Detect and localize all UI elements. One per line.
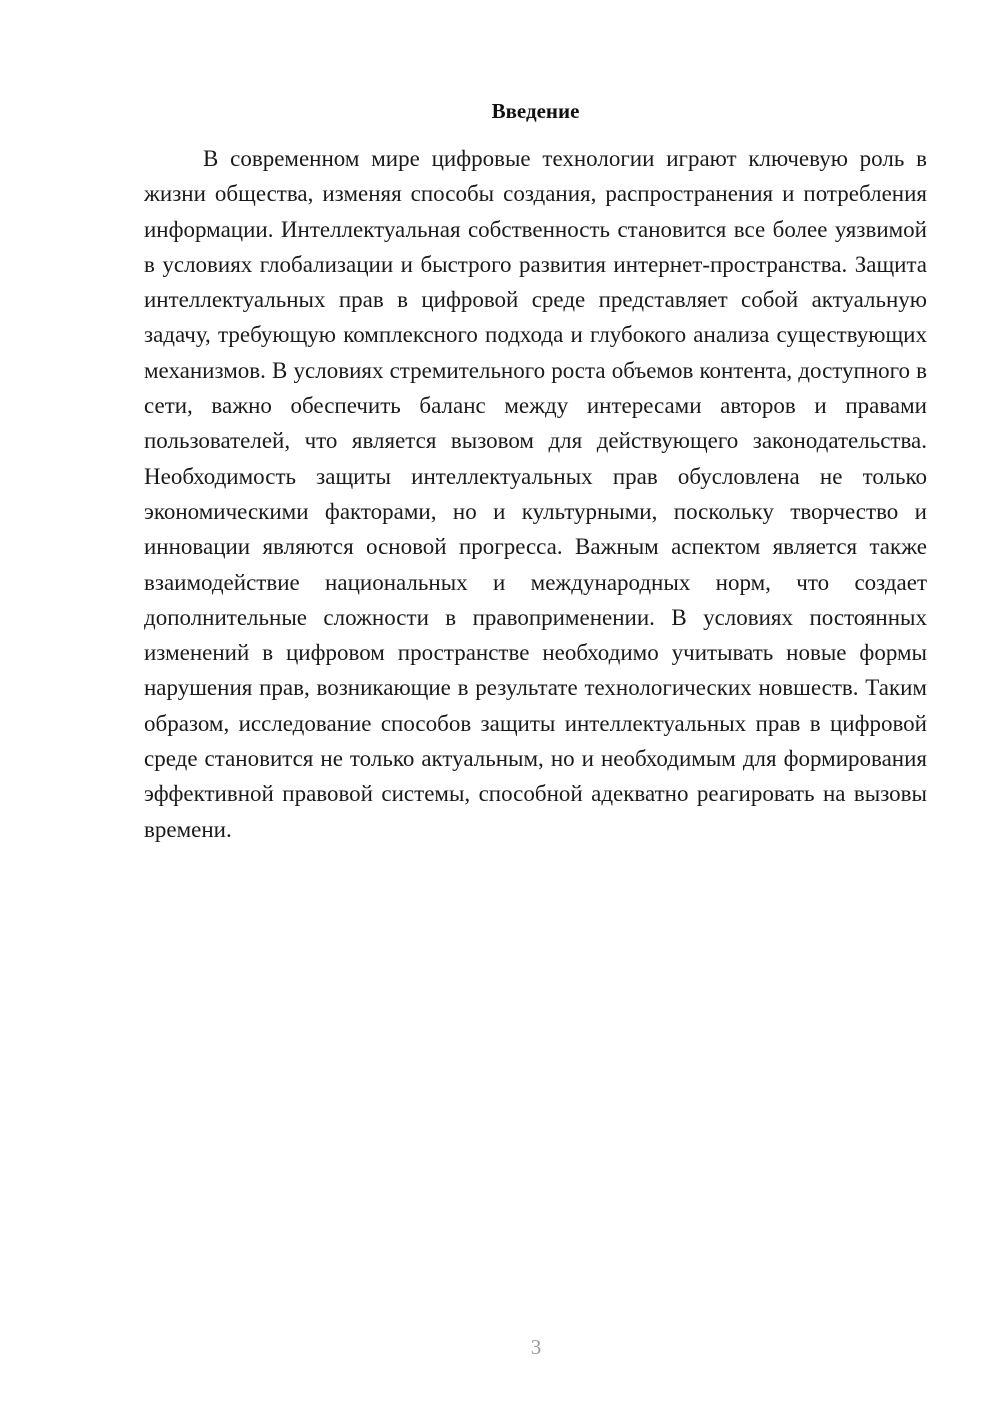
body-paragraph: В современном мире цифровые технологии играют ключевую роль в жизни общества, изменяя способы создания, распространения и потребления информации. Интеллектуальная собственность становится все более уязвимой в условиях глобализации и быстрого развития интернет-пространства. Защита интеллектуальных прав в цифровой среде представляет собой актуальную задачу, требующую комплексного подхода и глубокого анализа существующих механизмов. В условиях стремительного роста объемов контента, доступного в сети, важно обеспечить баланс между интересами авторов и правами пользователей, что является вызовом для действующего законодательства. Необходимость защиты интеллектуальных прав обусловлена не только экономическими факторами, но и культурными, поскольку творчество и инновации являются основой прогресса. Важным аспектом является также взаимодействие национальных и международных норм, что создает дополнительные сложности в правоприменении. В условиях постоянных изменений в цифровом пространстве необходимо учитывать новые формы нарушения прав, возникающие в результате технологических новшеств. Таким образом, исследование способов защиты интеллектуальных прав в цифровой среде становится не только актуальным, но и необходимым для формирования эффективной правовой системы, способной адекватно реагировать на вызовы времени. bbox=[144, 146, 927, 842]
section-heading: Введение bbox=[491, 99, 580, 123]
page-number: 3 bbox=[530, 1335, 542, 1359]
